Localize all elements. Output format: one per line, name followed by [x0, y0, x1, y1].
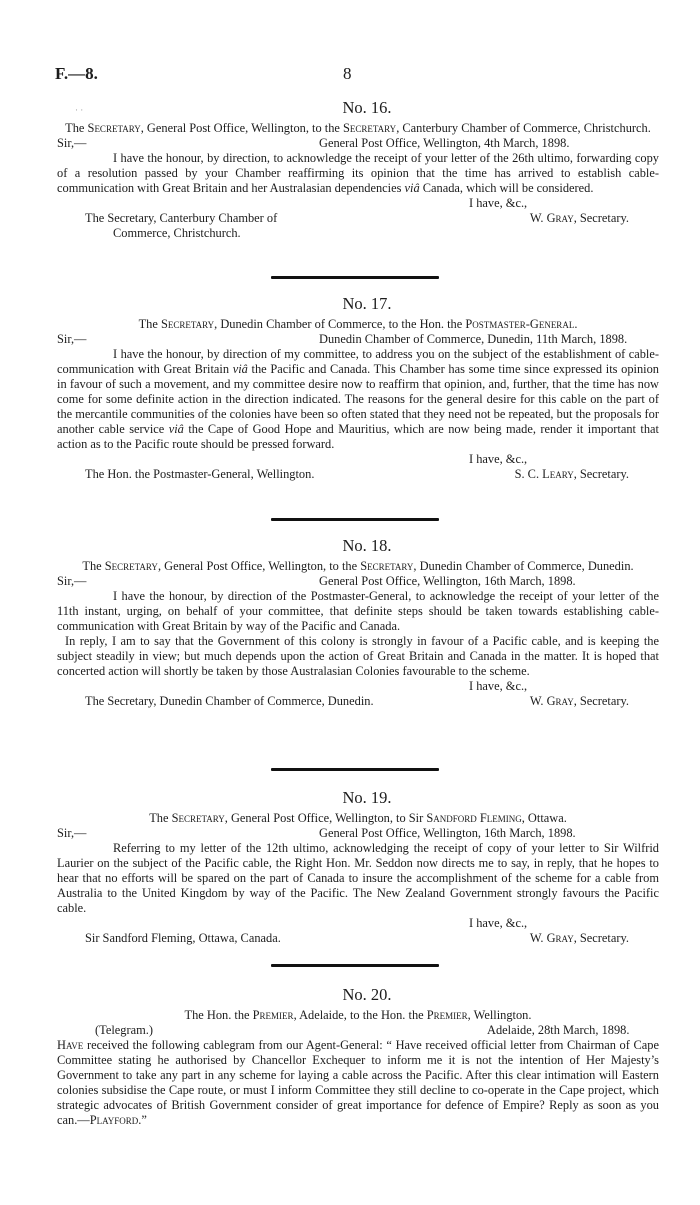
- letter-address: The Hon. the Premier, Adelaide, to the Hon. the Premier, Wellington.: [184, 1008, 532, 1022]
- signature-row: [57, 467, 659, 482]
- section-divider: [271, 518, 439, 521]
- letter-body: I have the honour, by direction, to acknowledge the receipt of your letter of the 26th ultimo, forwarding copy of a resolution passed by your Chamber reaffirming its opinion that the time has arrived to establish cable-communication with Great Britain and her Australasian dependencies viâ Canada, which will be considered.: [57, 151, 659, 195]
- letter-address: The Secretary, General Post Office, Wellington, to the Secretary, Dunedin Chamber of Commerce, Dunedin.: [82, 559, 634, 573]
- scan-speck: · ·: [75, 105, 84, 115]
- letter-number: No. 17.: [342, 294, 392, 313]
- letter-number: No. 16.: [342, 98, 392, 117]
- closing: I have, &c.,: [469, 679, 528, 693]
- date-location: General Post Office, Wellington, 4th March, 1898.: [319, 136, 570, 150]
- page-header: [0, 66, 700, 92]
- signature-row: [57, 694, 659, 709]
- recipient: Sir Sandford Fleming, Ottawa, Canada.: [85, 931, 281, 945]
- letter-number: No. 19.: [342, 788, 392, 807]
- letter-dateline: [57, 1023, 659, 1038]
- recipient-continued: Commerce, Christchurch.: [113, 226, 241, 240]
- letter-no-16: [57, 98, 659, 241]
- closing: I have, &c.,: [469, 916, 528, 930]
- date-location: Adelaide, 28th March, 1898.: [487, 1023, 630, 1037]
- signature-row: [57, 211, 659, 226]
- signature: W. Gray, Secretary.: [529, 931, 629, 945]
- signature: S. C. Leary, Secretary.: [514, 467, 629, 481]
- closing: I have, &c.,: [469, 196, 528, 210]
- letter-dateline: [57, 332, 659, 347]
- letter-body: Referring to my letter of the 12th ultimo, acknowledging the receipt of copy of your letter to Sir Wilfrid Laurier on the subject of the Pacific cable, the Right Hon. Mr. Seddon now directs me to say, in reply, that he hopes to hear that no efforts will be spared on the part of Canada to insure the accomplishment of the scheme for a cable from Australia to the United Kingdom by way of the Pacific. The New Zealand Government strongly favours the Pacific cable.: [57, 841, 659, 915]
- recipient: The Hon. the Postmaster-General, Wellington.: [85, 467, 315, 481]
- date-location: Dunedin Chamber of Commerce, Dunedin, 11th March, 1898.: [319, 332, 628, 346]
- letter-dateline: [57, 574, 659, 589]
- salutation: Sir,—: [57, 826, 87, 840]
- telegram-body: Have received the following cablegram from our Agent-General: “ Have received official letter from Chairman of Cape Committee stating he authorised by Chancellor Exchequer to inform me it is not the intention of Her Majesty’s Government to take any part in any scheme for laying a cable across the Pacific. After this clear intimation will Eastern colonies subsidise the Cape route, or must I inform Committee they still decline to co-operate in the Cape project, which strategic advocates of British Government consider of great importance for defence of Empire? Reply as soon as you can.—Playford.”: [57, 1038, 659, 1127]
- letter-body-paragraph-2: In reply, I am to say that the Government of this colony is strongly in favour of a Pacific cable, and is keeping the subject steadily in view; but much depends upon the action of Great Britain and Canada in the matter. It is hoped that concerted action will shortly be taken by those Australasian Colonies favourable to the scheme.: [57, 634, 659, 678]
- letter-address: The Secretary, General Post Office, Wellington, to Sir Sandford Fleming, Ottawa.: [149, 811, 567, 825]
- signature: W. Gray, Secretary.: [529, 211, 629, 225]
- date-location: General Post Office, Wellington, 16th March, 1898.: [319, 574, 576, 588]
- date-location: General Post Office, Wellington, 16th March, 1898.: [319, 826, 576, 840]
- section-divider: [271, 964, 439, 967]
- salutation: Sir,—: [57, 574, 87, 588]
- telegram-label: (Telegram.): [95, 1023, 153, 1037]
- page-number: 8: [343, 64, 352, 83]
- letter-number: No. 20.: [342, 985, 392, 1004]
- letter-number: No. 18.: [342, 536, 392, 555]
- recipient: The Secretary, Dunedin Chamber of Commerce, Dunedin.: [85, 694, 374, 708]
- section-divider: [271, 276, 439, 279]
- salutation: Sir,—: [57, 332, 87, 346]
- closing: I have, &c.,: [469, 452, 528, 466]
- letter-body: I have the honour, by direction of my committee, to address you on the subject of the establishment of cable-communication with Great Britain viâ the Pacific and Canada. This Chamber has some time since expressed its opinion in favour of such a movement, and my committee desire now to reaffirm that opinion, and, further, that the time has now come for some definite action in the direction indicated. The reasons for the general desire for this cable on the part of the mercantile communities of the colonies have been so often stated that they need not be repeated, but the proposals for another cable service viâ the Cape of Good Hope and Mauritius, which are now being made, render it important that action as to the Pacific route should be pressed forward.: [57, 347, 660, 451]
- letter-body: I have the honour, by direction of the Postmaster-General, to acknowledge the receipt of your letter of the 11th instant, urging, on behalf of your committee, that definite steps should be taken towards establishing cable-communication with Great Britain by way of the Pacific and Canada.: [57, 589, 659, 633]
- letter-dateline: [57, 136, 659, 151]
- section-divider: [271, 768, 439, 771]
- salutation: Sir,—: [57, 136, 87, 150]
- sheet-reference: F.—8.: [55, 64, 98, 83]
- letter-no-19: [57, 788, 659, 946]
- letter-dateline: [57, 826, 659, 841]
- signature: W. Gray, Secretary.: [529, 694, 629, 708]
- letter-no-17: [57, 294, 659, 482]
- letter-no-20: [57, 985, 659, 1128]
- letter-address: The Secretary, Dunedin Chamber of Commerce, to the Hon. the Postmaster-General.: [138, 317, 578, 331]
- signature-row: [57, 931, 659, 946]
- letter-no-18: [57, 536, 659, 709]
- letter-address: The Secretary, General Post Office, Wellington, to the Secretary, Canterbury Chamber of Commerce, Christchurch.: [65, 121, 651, 135]
- recipient: The Secretary, Canterbury Chamber of: [85, 211, 278, 225]
